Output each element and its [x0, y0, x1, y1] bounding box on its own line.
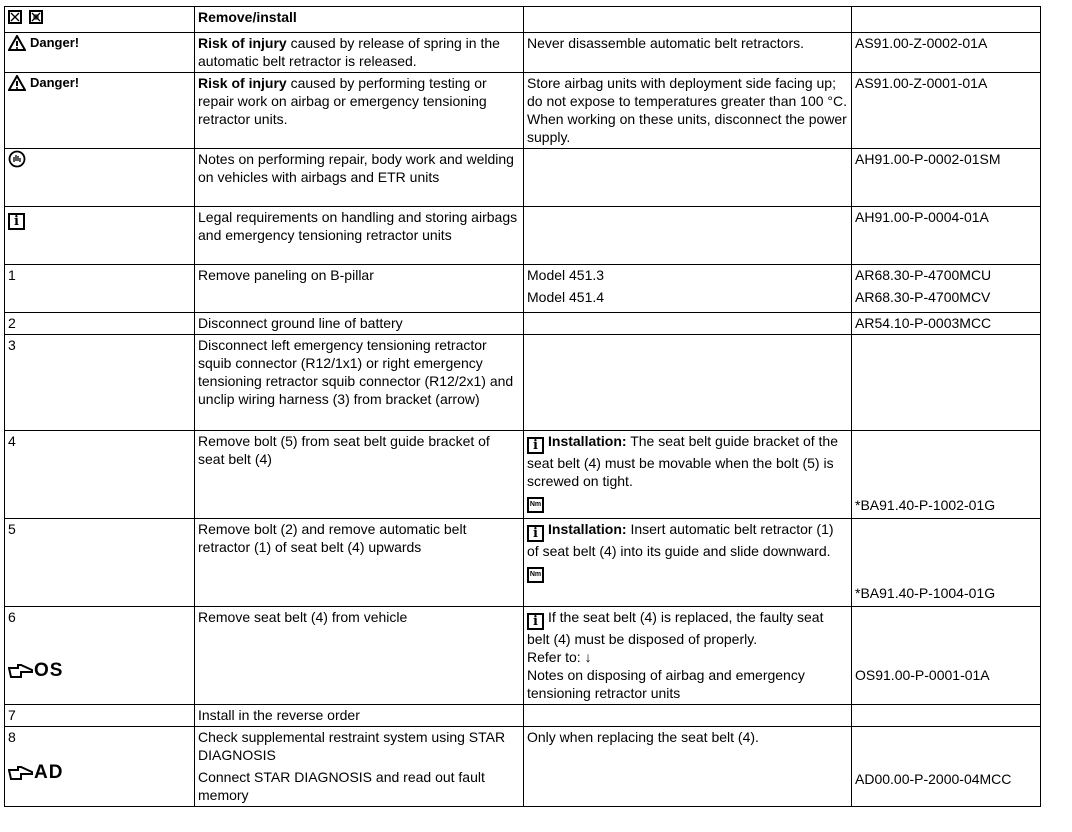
info-text: Legal requirements on handling and storing airbags and emergency tensioning retractor units [195, 207, 524, 265]
notes-empty [524, 149, 852, 207]
step-ref-empty [852, 335, 1041, 431]
step-row [5, 705, 1041, 727]
pointing-hand-icon [8, 663, 34, 679]
info-icon: i [527, 525, 544, 542]
notes-row [5, 149, 1041, 207]
pointer-ad: AD [8, 764, 191, 782]
notes-ref: AH91.00-P-0002-01SM [852, 149, 1041, 207]
step-number: 7 [5, 705, 195, 727]
step-ref: OS91.00-P-0001-01A [852, 607, 1041, 705]
step-text: Check supplemental restraint system using STAR DIAGNOSIS [198, 729, 506, 763]
info-icon: i [527, 437, 544, 454]
danger-note: Never disassemble automatic belt retractors. [524, 33, 852, 73]
step-number: 5 [5, 519, 195, 607]
step-ref: *BA91.40-P-1004-01G [852, 519, 1041, 607]
step-text: Remove seat belt (4) from vehicle [195, 607, 524, 705]
header-icons-cell [5, 7, 195, 33]
info-empty [524, 207, 852, 265]
step-note: Only when replacing the seat belt (4). [524, 727, 852, 807]
step-row [5, 313, 1041, 335]
step-number: 4 [5, 431, 195, 519]
step-ref: AD00.00-P-2000-04MCC [852, 727, 1041, 807]
danger-cell [5, 73, 195, 149]
collapse-icon [29, 10, 43, 24]
danger-text: Risk of injury caused by release of spring in the automatic belt retractor is released. [195, 33, 524, 73]
danger-text: Risk of injury caused by performing testing or repair work on airbag or emergency tensioning retractor units. [195, 73, 524, 149]
danger-label: Danger! [30, 75, 80, 90]
header-empty-ref [852, 7, 1041, 33]
header-row [5, 7, 1041, 33]
danger-cell [5, 33, 195, 73]
step-installation-note: i Installation: Insert automatic belt retractor (1) of seat belt (4) into its guide and slide downward. Nm [524, 519, 852, 607]
step-ref: AR54.10-P-0003MCC [852, 313, 1041, 335]
warning-icon [8, 35, 26, 51]
danger-row [5, 33, 1041, 73]
step-refs: AR68.30-P-4700MCU AR68.30-P-4700MCV [852, 265, 1041, 313]
step-note-empty [524, 705, 852, 727]
disposal-link[interactable]: Notes on disposing of airbag and emergency tensioning retractor units [527, 667, 805, 701]
procedure-table [4, 6, 1041, 807]
step-ref-empty [852, 705, 1041, 727]
expand-icon [8, 10, 22, 24]
step-number: 2 [5, 313, 195, 335]
step-disposal-note: i If the seat belt (4) is replaced, the faulty seat belt (4) must be disposed of properly. Refer to: ↓ Notes on disposing of airbag and emergency tensioning retractor units [524, 607, 852, 705]
step-number: 8 [8, 729, 16, 745]
info-ref: AH91.00-P-0004-01A [852, 207, 1041, 265]
header-empty-note [524, 7, 852, 33]
step-note-empty [524, 335, 852, 431]
step-text: Disconnect left emergency tensioning retractor squib connector (R12/1x1) or right emergency tensioning retractor squib connector (R12/2x1) and unclip wiring harness (3) from bracket (arrow) [195, 335, 524, 431]
danger-row [5, 73, 1041, 149]
step-installation-note: i Installation: The seat belt guide bracket of the seat belt (4) must be movable when the bolt (5) is screwed on tight. Nm [524, 431, 852, 519]
step-row [5, 431, 1041, 519]
step-text-cell [195, 727, 524, 807]
info-cell [5, 207, 195, 265]
info-row [5, 207, 1041, 265]
step-text: Remove paneling on B-pillar [195, 265, 524, 313]
header-title: Remove/install [195, 7, 524, 33]
danger-ref: AS91.00-Z-0001-01A [852, 73, 1041, 149]
step-row [5, 265, 1041, 313]
notes-hand-icon [8, 150, 26, 168]
step-text: Remove bolt (5) from seat belt guide bracket of seat belt (4) [195, 431, 524, 519]
pointing-hand-icon [8, 765, 34, 781]
step-note-empty [524, 313, 852, 335]
notes-text: Notes on performing repair, body work and welding on vehicles with airbags and ETR units [195, 149, 524, 207]
step-number: 3 [5, 335, 195, 431]
step-row [5, 335, 1041, 431]
torque-icon: Nm [527, 567, 544, 583]
info-icon: i [8, 213, 25, 230]
pointer-os: OS [8, 662, 191, 680]
step-ref: *BA91.40-P-1002-01G [852, 431, 1041, 519]
step-subtext: Connect STAR DIAGNOSIS and read out fault memory [198, 769, 485, 803]
refer-to: Refer to: ↓ [527, 649, 592, 665]
step-number-cell [5, 727, 195, 807]
danger-ref: AS91.00-Z-0002-01A [852, 33, 1041, 73]
step-text: Disconnect ground line of battery [195, 313, 524, 335]
step-text: Remove bolt (2) and remove automatic belt retractor (1) of seat belt (4) upwards [195, 519, 524, 607]
step-number: 6 [8, 609, 16, 625]
step-number-cell [5, 607, 195, 705]
notes-cell [5, 149, 195, 207]
step-models: Model 451.3 Model 451.4 [524, 265, 852, 313]
step-text: Install in the reverse order [195, 705, 524, 727]
step-number: 1 [5, 265, 195, 313]
danger-label: Danger! [30, 35, 80, 50]
step-row [5, 519, 1041, 607]
danger-note: Store airbag units with deployment side facing up; do not expose to temperatures greater than 100 °C. When working on these units, disconnect the power supply. [524, 73, 852, 149]
step-row [5, 607, 1041, 705]
info-icon: i [527, 613, 544, 630]
torque-icon: Nm [527, 497, 544, 513]
warning-icon [8, 75, 26, 91]
step-row [5, 727, 1041, 807]
